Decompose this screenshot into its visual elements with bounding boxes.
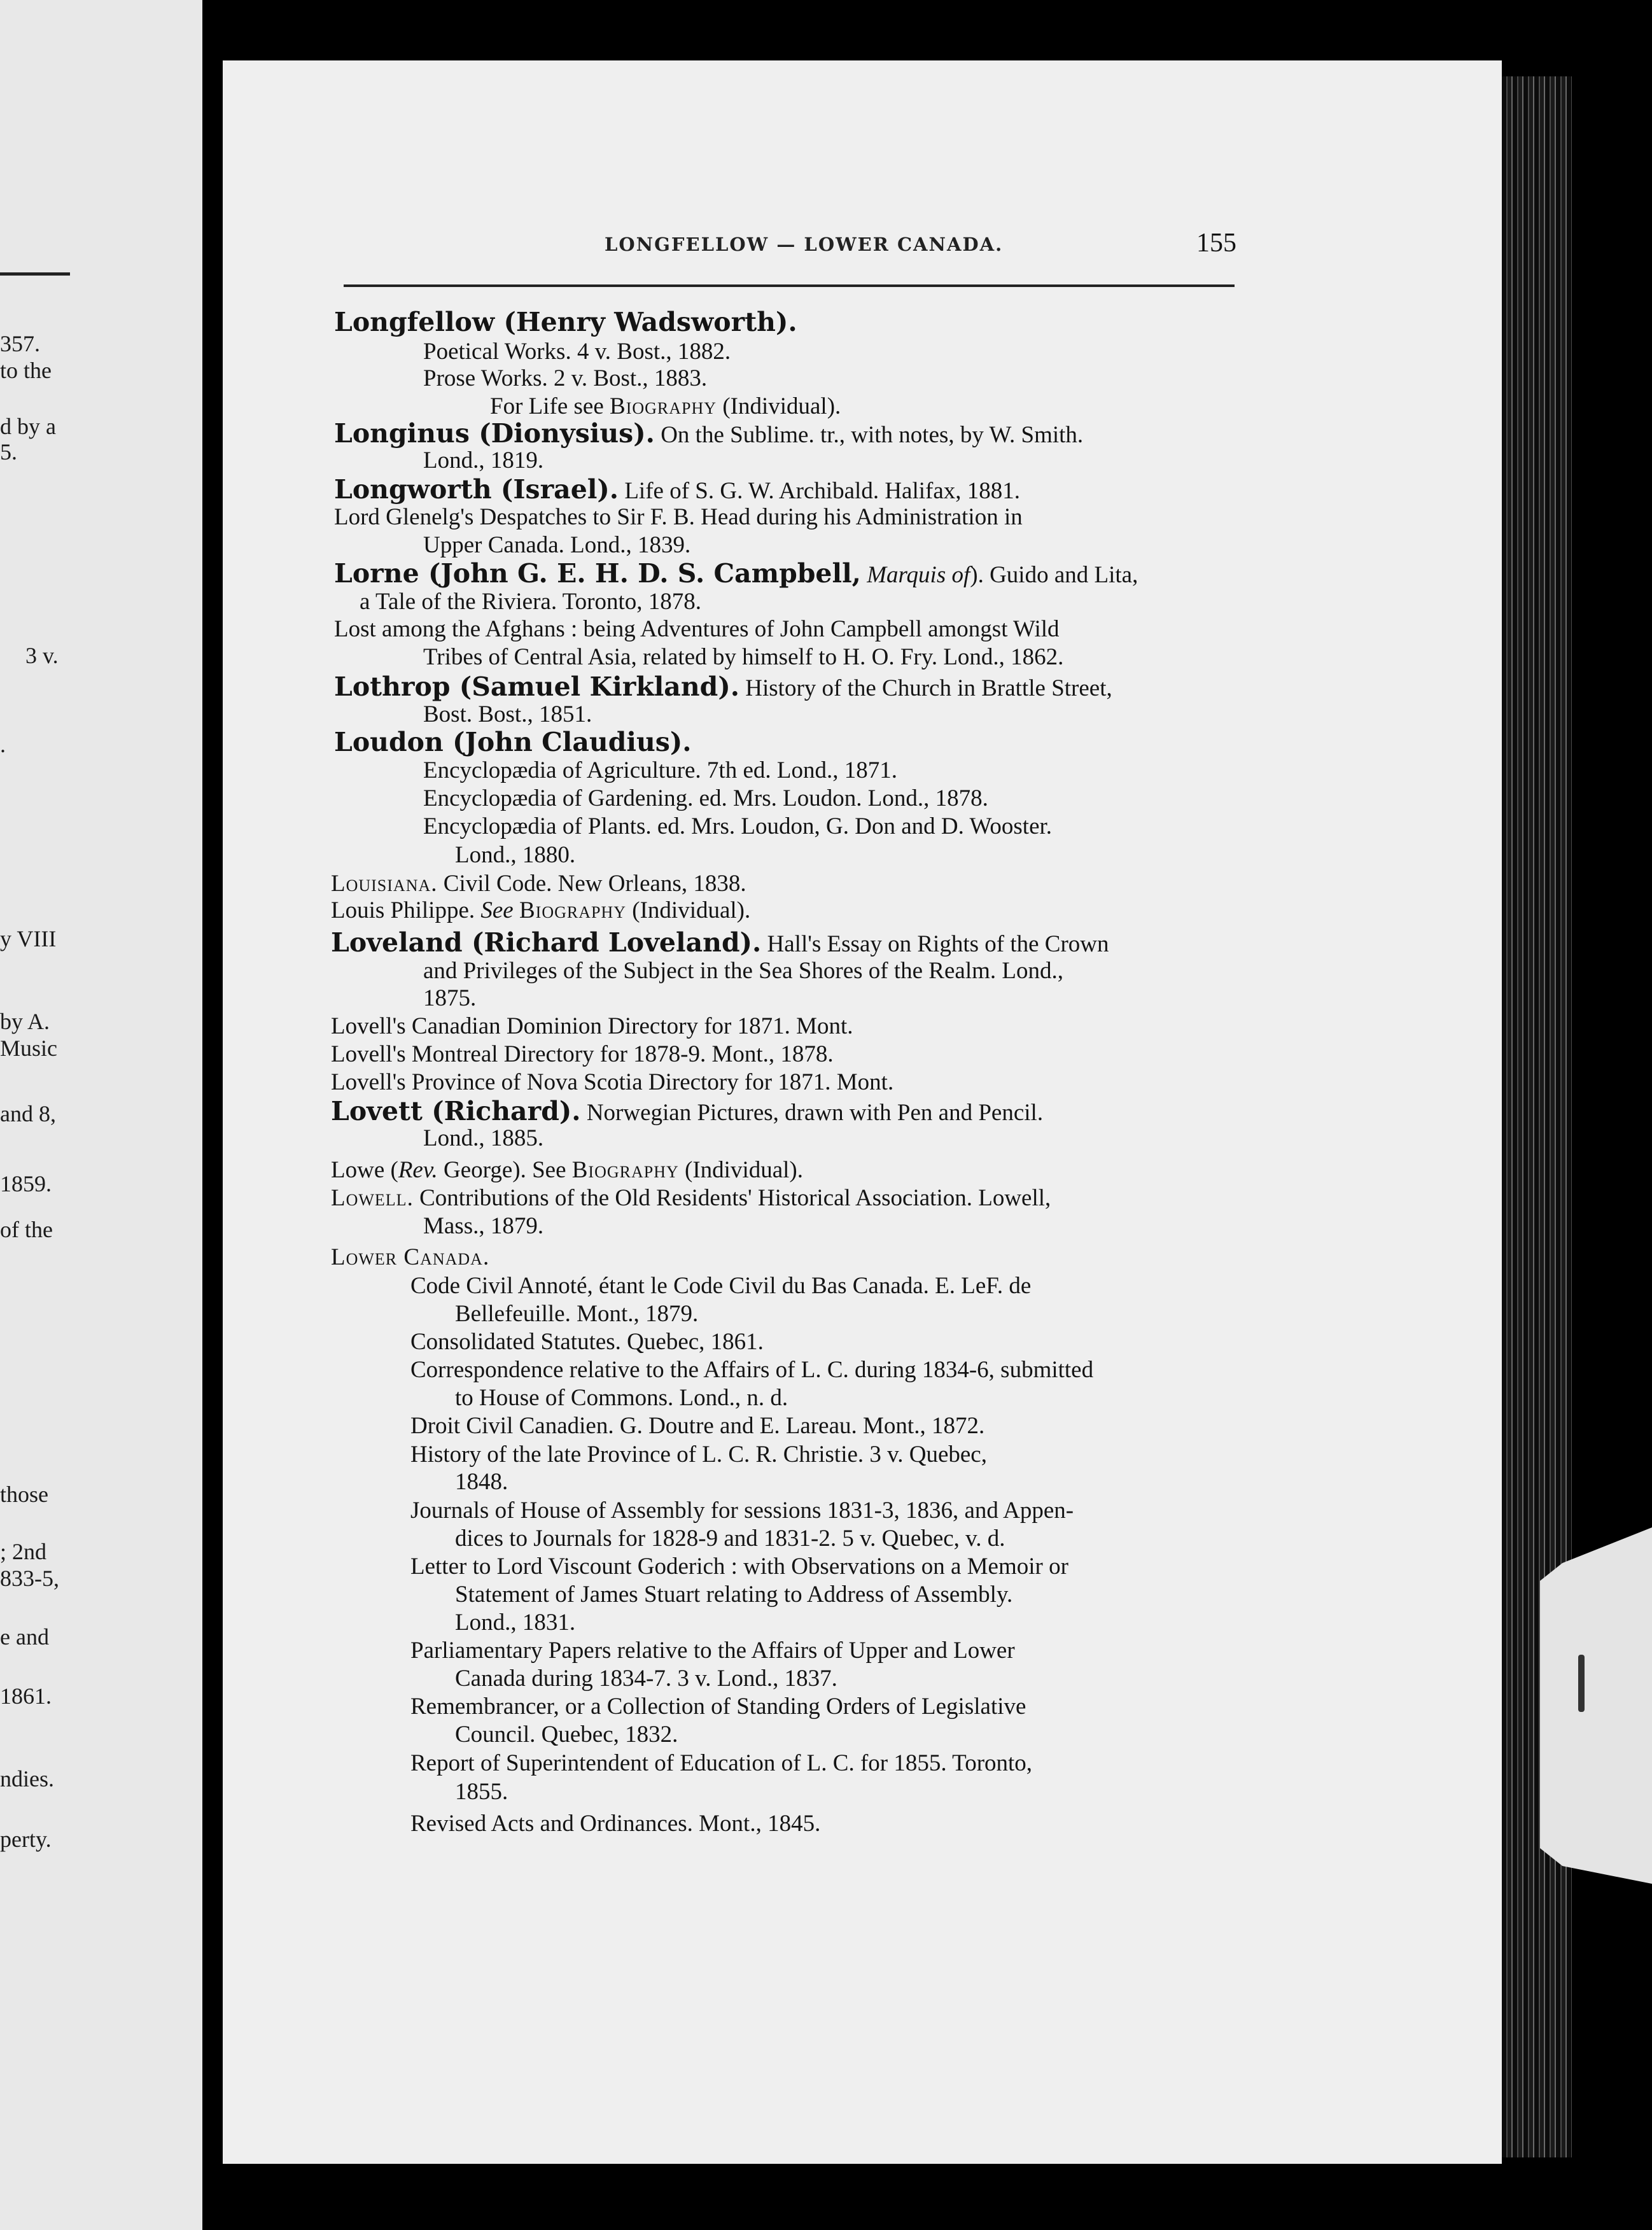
entry-text: Lovell's Canadian Dominion Directory for 1871. Mont. bbox=[331, 1013, 853, 1039]
entry-text: Contributions of the Old Residents' Historical Association. Lowell, bbox=[413, 1185, 1051, 1211]
entry-line bbox=[423, 958, 1063, 985]
entry-smallcaps: Biography bbox=[519, 897, 627, 923]
facing-page-fragment bbox=[0, 0, 202, 2230]
entry-line bbox=[334, 309, 797, 337]
entry-italic: Marquis of bbox=[867, 562, 970, 588]
entry-line bbox=[334, 729, 692, 757]
entry-line bbox=[334, 476, 1020, 505]
entry-text: Life of S. G. W. Archibald. Halifax, 1881. bbox=[624, 478, 1021, 504]
facing-fragment: 1859. bbox=[0, 1171, 52, 1196]
entry-text: Canada during 1834-7. 3 v. Lond., 1837. bbox=[455, 1665, 837, 1692]
entry-text: (Individual). bbox=[678, 1157, 804, 1183]
entry-italic: See bbox=[480, 897, 514, 923]
entry-line bbox=[455, 1665, 837, 1692]
entry-heading: Lorne (John G. E. H. D. S. Campbell, bbox=[334, 558, 861, 589]
entry-text: Tribes of Central Asia, related by himself to H. O. Fry. Lond., 1862. bbox=[423, 644, 1064, 670]
entry-smallcaps: Biography bbox=[571, 1157, 679, 1183]
entry-smallcaps: Louisiana. bbox=[331, 871, 438, 897]
entry-text: On the Sublime. tr., with notes, by W. Smith. bbox=[661, 422, 1084, 448]
entry-text: Lost among the Afghans : being Adventures of John Campbell amongst Wild bbox=[334, 616, 1060, 642]
entry-line bbox=[455, 1469, 508, 1496]
entry-text: Lovell's Montreal Directory for 1878-9. Mont., 1878. bbox=[331, 1041, 834, 1067]
entry-text: Lond., 1880. bbox=[455, 842, 576, 868]
entry-line bbox=[423, 365, 707, 392]
entry-text: Bost. Bost., 1851. bbox=[423, 701, 592, 727]
entry-line bbox=[423, 701, 592, 728]
entry-line bbox=[423, 1213, 543, 1240]
entry-line bbox=[334, 560, 1138, 589]
entry-text: Report of Superintendent of Education of L. C. for 1855. Toronto, bbox=[410, 1750, 1033, 1776]
entry-heading: Longinus (Dionysius). bbox=[334, 418, 655, 449]
entry-heading: Loveland (Richard Loveland). bbox=[331, 927, 762, 958]
entry-line bbox=[331, 1069, 893, 1096]
entry-line bbox=[410, 1273, 1031, 1300]
entry-line bbox=[410, 1329, 764, 1356]
entry-text: Louis Philippe. bbox=[331, 897, 481, 923]
entry-text: Mass., 1879. bbox=[423, 1213, 544, 1239]
entry-line bbox=[423, 644, 1063, 671]
facing-fragment: ndies. bbox=[0, 1766, 54, 1792]
entry-text: to House of Commons. Lond., n. d. bbox=[455, 1385, 788, 1411]
entry-line bbox=[331, 871, 746, 897]
facing-fragment: d by a bbox=[0, 414, 56, 439]
entry-text: Prose Works. 2 v. Bost., 1883. bbox=[423, 365, 708, 391]
entry-line bbox=[455, 1301, 698, 1328]
entry-line bbox=[455, 1722, 678, 1748]
entry-text: Encyclopædia of Plants. ed. Mrs. Loudon, G. Don and D. Wooster. bbox=[423, 813, 1053, 839]
facing-fragment: 3 v. bbox=[25, 643, 59, 668]
entry-text: Encyclopædia of Agriculture. 7th ed. Lond., 1871. bbox=[423, 757, 897, 783]
entry-text: 1875. bbox=[423, 985, 477, 1011]
entry-line bbox=[410, 1637, 1015, 1664]
entry-text: For Life see bbox=[490, 393, 610, 419]
entry-line bbox=[423, 447, 543, 474]
entry-line bbox=[410, 1413, 984, 1440]
facing-fragment: . bbox=[0, 732, 6, 757]
header-rule bbox=[344, 284, 1235, 287]
facing-fragment: 833-5, bbox=[0, 1566, 59, 1591]
entry-text: Lond., 1819. bbox=[423, 447, 544, 473]
running-head: LONGFELLOW — LOWER CANADA. bbox=[605, 234, 1004, 255]
entry-heading: Loudon (John Claudius). bbox=[334, 727, 692, 757]
entry-text: Hall's Essay on Rights of the Crown bbox=[767, 931, 1109, 957]
facing-fragment: of the bbox=[0, 1217, 53, 1242]
facing-fragment: ; 2nd bbox=[0, 1539, 47, 1564]
entry-text: Correspondence relative to the Affairs of L. C. during 1834-6, submitted bbox=[410, 1357, 1094, 1383]
entry-text: Droit Civil Canadien. G. Doutre and E. Lareau. Mont., 1872. bbox=[410, 1413, 985, 1439]
entry-text: Revised Acts and Ordinances. Mont., 1845. bbox=[410, 1811, 821, 1837]
entry-line bbox=[410, 1750, 1032, 1777]
entry-text: Encyclopædia of Gardening. ed. Mrs. Loudon. Lond., 1878. bbox=[423, 785, 988, 811]
entry-line bbox=[331, 897, 750, 924]
page-number: 155 bbox=[1196, 228, 1236, 258]
entry-line bbox=[410, 1694, 1026, 1720]
entry-text: Bellefeuille. Mont., 1879. bbox=[455, 1301, 699, 1327]
entry-line bbox=[331, 929, 1109, 958]
entry-line bbox=[423, 339, 731, 365]
entry-text: History of the late Province of L. C. R. Christie. 3 v. Quebec, bbox=[410, 1441, 987, 1468]
entry-line bbox=[410, 1497, 1074, 1524]
facing-fragment: perty. bbox=[0, 1827, 52, 1852]
entry-line bbox=[455, 1581, 1012, 1608]
entry-line bbox=[423, 785, 988, 812]
tab-mark bbox=[1578, 1655, 1585, 1712]
entry-smallcaps: Lowell. bbox=[331, 1185, 414, 1211]
entry-text: Council. Quebec, 1832. bbox=[455, 1722, 678, 1748]
entry-line bbox=[455, 1609, 575, 1636]
entry-italic: Rev. bbox=[398, 1157, 438, 1183]
paper-tab bbox=[1540, 1527, 1652, 1884]
entry-text: Statement of James Stuart relating to Address of Assembly. bbox=[455, 1581, 1013, 1608]
entry-line bbox=[455, 1525, 1005, 1552]
entry-smallcaps: Lower Canada. bbox=[331, 1244, 490, 1270]
entry-heading: Lothrop (Samuel Kirkland). bbox=[334, 671, 740, 702]
entry-text: Lovell's Province of Nova Scotia Directory for 1871. Mont. bbox=[331, 1069, 894, 1095]
entry-line bbox=[423, 813, 1052, 840]
entry-text: Remembrancer, or a Collection of Standing Orders of Legislative bbox=[410, 1694, 1026, 1720]
facing-fragment: y VIII bbox=[0, 926, 57, 951]
entry-smallcaps: Biography bbox=[610, 393, 717, 419]
entry-line bbox=[331, 1185, 1051, 1212]
entry-line bbox=[423, 985, 476, 1012]
entry-line bbox=[331, 1041, 834, 1068]
entry-text: Civil Code. New Orleans, 1838. bbox=[437, 871, 746, 897]
entry-text: 1855. bbox=[455, 1779, 508, 1805]
entry-heading: Lovett (Richard). bbox=[331, 1096, 581, 1126]
entry-line bbox=[360, 589, 701, 615]
entry-text: Journals of House of Assembly for sessions 1831-3, 1836, and Appen- bbox=[410, 1497, 1074, 1524]
entry-text: dices to Journals for 1828-9 and 1831-2. 5 v. Quebec, v. d. bbox=[455, 1525, 1005, 1552]
entry-text: George). See bbox=[437, 1157, 572, 1183]
facing-fragment: 357. bbox=[0, 331, 40, 356]
entry-text: Parliamentary Papers relative to the Affairs of Upper and Lower bbox=[410, 1637, 1015, 1664]
entry-line bbox=[334, 616, 1060, 643]
facing-fragment: 5. bbox=[0, 439, 17, 465]
entry-line bbox=[410, 1553, 1068, 1580]
entry-text: and Privileges of the Subject in the Sea Shores of the Realm. Lond., bbox=[423, 958, 1063, 984]
entry-text: History of the Church in Brattle Street, bbox=[745, 675, 1112, 701]
facing-fragment: and 8, bbox=[0, 1101, 56, 1126]
entry-line bbox=[334, 420, 1083, 449]
entry-text: Code Civil Annoté, étant le Code Civil du Bas Canada. E. LeF. de bbox=[410, 1273, 1032, 1299]
entry-text: ). Guido and Lita, bbox=[970, 562, 1138, 588]
facing-fragment: by A. bbox=[0, 1009, 50, 1034]
entry-text: Norwegian Pictures, drawn with Pen and Pencil. bbox=[586, 1100, 1044, 1126]
entry-line bbox=[331, 1244, 489, 1271]
entry-text: Consolidated Statutes. Quebec, 1861. bbox=[410, 1329, 764, 1355]
facing-fragment: to the bbox=[0, 358, 52, 383]
entry-text: a Tale of the Riviera. Toronto, 1878. bbox=[360, 589, 702, 615]
entry-text: (Individual). bbox=[717, 393, 841, 419]
entry-heading: Longfellow (Henry Wadsworth). bbox=[334, 307, 797, 337]
entry-text: Upper Canada. Lond., 1839. bbox=[423, 532, 691, 558]
entry-line bbox=[334, 673, 1112, 702]
entry-text: Lord Glenelg's Despatches to Sir F. B. Head during his Administration in bbox=[334, 504, 1023, 530]
facing-page-rule bbox=[0, 272, 70, 276]
entry-text: 1848. bbox=[455, 1469, 508, 1495]
entry-text: Lond., 1831. bbox=[455, 1609, 576, 1636]
entry-line bbox=[410, 1357, 1093, 1384]
facing-fragment: Music bbox=[0, 1035, 57, 1061]
facing-fragment: 1861. bbox=[0, 1683, 52, 1709]
facing-fragment: those bbox=[0, 1482, 48, 1507]
entry-line bbox=[455, 842, 575, 869]
entry-line bbox=[410, 1811, 820, 1837]
facing-fragment: e and bbox=[0, 1624, 49, 1650]
entry-line bbox=[423, 532, 690, 559]
entry-line bbox=[331, 1098, 1043, 1126]
entry-text: Lond., 1885. bbox=[423, 1125, 544, 1151]
entry-line bbox=[410, 1441, 987, 1468]
entry-line bbox=[331, 1157, 803, 1184]
entry-text: Letter to Lord Viscount Goderich : with Observations on a Memoir or bbox=[410, 1553, 1068, 1580]
entry-line bbox=[423, 757, 897, 784]
entry-text: Poetical Works. 4 v. Bost., 1882. bbox=[423, 339, 731, 365]
entry-heading: Longworth (Israel). bbox=[334, 474, 619, 505]
entry-line bbox=[455, 1779, 508, 1806]
entry-line bbox=[331, 1013, 853, 1040]
entry-line bbox=[455, 1385, 788, 1412]
entry-line bbox=[490, 393, 841, 420]
entry-line bbox=[423, 1125, 543, 1152]
entry-text: Lowe ( bbox=[331, 1157, 398, 1183]
entry-line bbox=[334, 504, 1023, 531]
entry-text: (Individual). bbox=[626, 897, 751, 923]
